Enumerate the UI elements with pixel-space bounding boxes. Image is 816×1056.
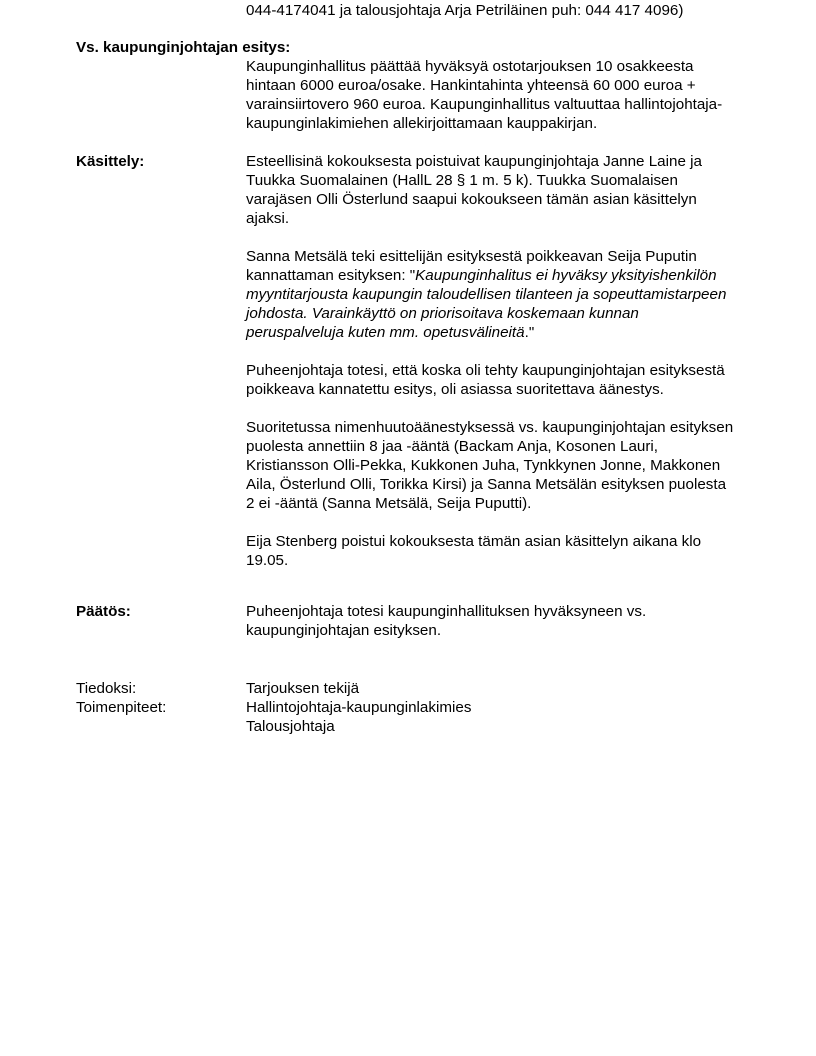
contact-info-line: 044-4174041 ja talousjohtaja Arja Petriläinen puh: 044 417 4096)	[246, 2, 684, 19]
proposal-end: ."	[524, 324, 535, 341]
toimenpiteet-label: Toimenpiteet:	[76, 699, 167, 716]
toimenpiteet-values	[246, 698, 736, 736]
kasittely-text	[246, 152, 736, 570]
esitys-paragraph: Kaupunginhallitus päättää hyväksyä ostotarjouksen 10 osakkeesta hintaan 6000 euroa/osake. Hankintahinta yhteensä 60 000 euroa + varainsiirtovero 960 euroa. Kaupunginhallitus valtuuttaa hallintojohtaja-kaupunginlakimiehen allekirjoittamaan kauppakirjan.	[246, 58, 723, 132]
kasittely-label: Käsittely:	[76, 153, 145, 170]
tiedoksi-label: Tiedoksi:	[76, 680, 137, 697]
tiedoksi-value: Tarjouksen tekijä	[246, 680, 360, 697]
proposal-intro: Sanna Metsälä teki esittelijän esityksestä poikkeavan Seija Puputin kannattaman esityksen: "	[246, 248, 697, 284]
kasittely-paragraph-4: Suoritetussa nimenhuutoäänestyksessä vs. kaupunginjohtajan esityksen puolesta annettiin 8 jaa -ääntä (Backam Anja, Kosonen Lauri, Kristiansson Olli-Pekka, Kukkonen Juha, Tynkkynen Jonne, Makkonen Aila, Österlund Olli, Torikka Kirsi) ja Sanna Metsälän esityksen puolesta 2 ei -ääntä (Sanna Metsälä, Seija Puputti).	[246, 419, 734, 512]
esitys-text	[246, 57, 736, 133]
paatos-text	[246, 602, 736, 640]
kasittely-paragraph-5: Eija Stenberg poistui kokouksesta tämän asian käsittelyn aikana klo 19.05.	[246, 533, 702, 569]
paatos-paragraph: Puheenjohtaja totesi kaupunginhallituksen hyväksyneen vs. kaupunginjohtajan esityksen.	[246, 603, 647, 639]
proposal-quote: Kaupunginhalitus ei hyväksy yksityishenkilön myyntitarjousta kaupungin taloudellisen tilanteen ja sopeuttamistarpeen johdosta. Varainkäyttö on priorisoitava koskemaan kunnan peruspalveluja kuten mm. opetusvälineitä	[246, 267, 727, 341]
paatos-label: Päätös:	[76, 603, 131, 620]
kasittely-paragraph-3: Puheenjohtaja totesi, että koska oli tehty kaupunginjohtajan esityksestä poikkeava kannatettu esitys, oli asiassa suoritettava äänestys.	[246, 362, 725, 398]
kasittely-paragraph-1: Esteellisinä kokouksesta poistuivat kaupunginjohtaja Janne Laine ja Tuukka Suomalainen (HallL 28 § 1 m. 5 k). Tuukka Suomalaisen varajäsen Olli Österlund saapui kokoukseen tämän asian käsittelyn ajaksi.	[246, 153, 702, 227]
esitys-label: Vs. kaupunginjohtajan esitys:	[76, 39, 291, 56]
toimenpiteet-recipient: Talousjohtaja	[246, 718, 335, 735]
kasittely-paragraph-2	[246, 247, 736, 342]
toimenpiteet-recipient: Hallintojohtaja-kaupunginlakimies	[246, 699, 472, 716]
